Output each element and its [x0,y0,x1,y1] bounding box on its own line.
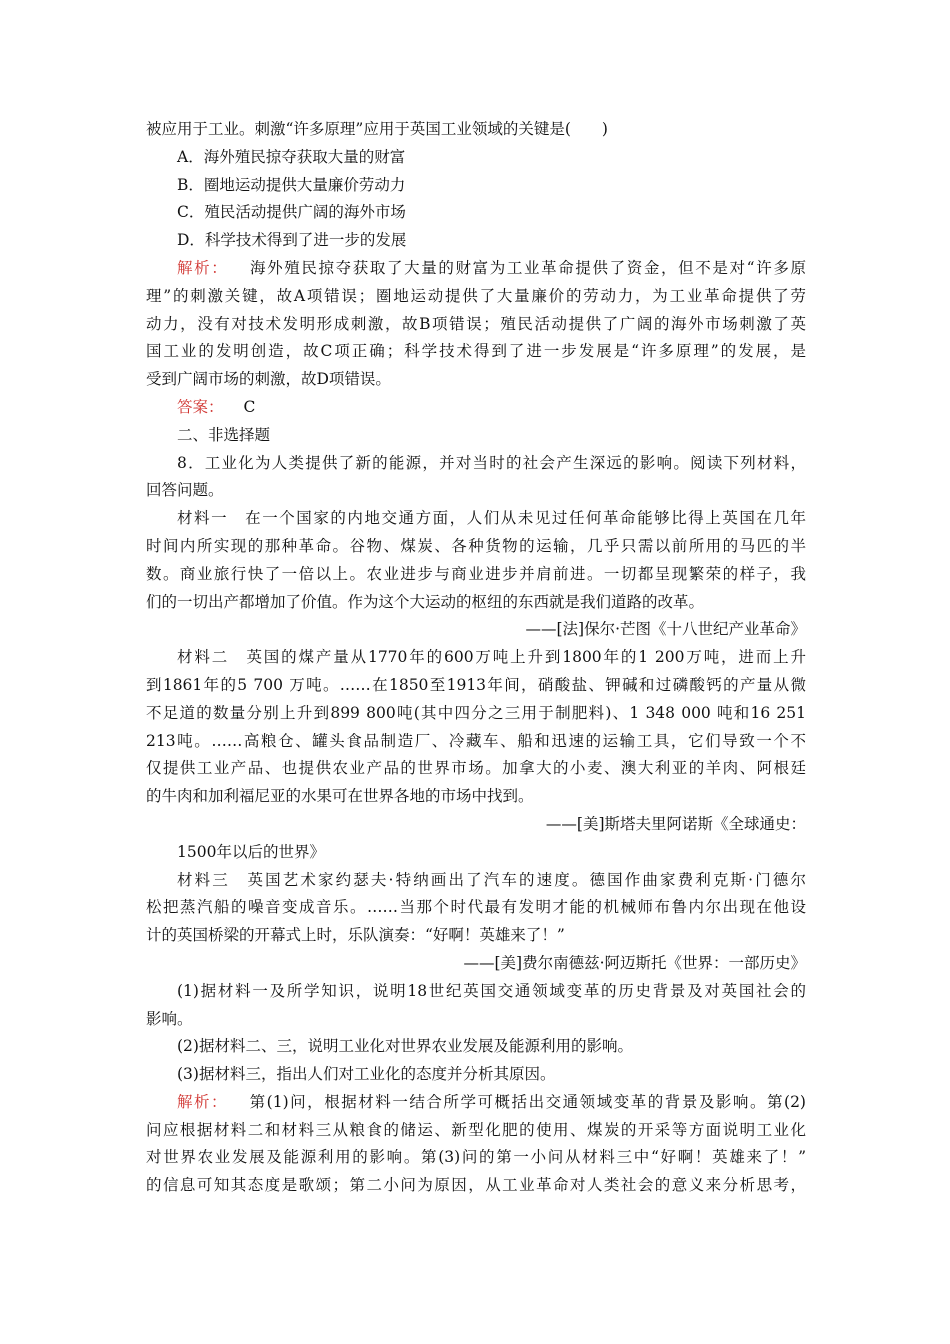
material-3-line-1: 材料三 英国艺术家约瑟夫·特纳画出了汽车的速度。德国作曲家费利克斯·门德尔 [177,870,806,889]
q8-analysis-line-2: 问应根据材料二和材料三从粮食的储运、新型化肥的使用、煤炭的开采等方面说明工业化 [146,1120,806,1139]
material-1-source: ——[法]保尔·芒图《十八世纪产业革命》 [525,620,806,639]
q8-analysis-line-1: 解析： 第(1)问，根据材料一结合所学可概括出交通领域变革的背景及影响。第(2) [177,1092,806,1111]
material-2-line-2: 到1861年的5 700 万吨。……在1850至1913年间，硝酸盐、钾碱和过磷酸钙的产量从微 [146,675,806,694]
sub-question-2: (2)据材料二、三，说明工业化对世界农业发展及能源利用的影响。 [177,1037,633,1056]
sub-question-1-line-2: 影响。 [146,1009,193,1028]
sub-question-1-line-1: (1)据材料一及所学知识，说明18世纪英国交通领域变革的历史背景及对英国社会的 [177,981,806,1000]
material-2-source: ——[美]斯塔夫里阿诺斯《全球通史： [545,814,806,833]
analysis-label: 解析： [177,1092,229,1111]
material-2-line-4: 213吨。……高粮仓、罐头食品制造厂、冷藏车、船和迅速的运输工具，它们导致一个不 [146,731,806,750]
option-c: C．殖民活动提供广阔的海外市场 [177,203,406,222]
material-1-line-4: 们的一切出产都增加了价值。作为这个大运动的枢纽的东西就是我们道路的改革。 [146,592,705,611]
material-2-line-3: 不足道的数量分别上升到899 800吨(其中四分之三用于制肥料)、1 348 000 吨和16 251 [146,703,806,722]
material-2-source-cont: 1500年以后的世界》 [177,842,325,861]
material-2-line-5: 仅提供工业产品、也提供农业产品的世界市场。加拿大的小麦、澳大利亚的羊肉、阿根廷 [146,759,806,778]
material-3-line-3: 计的英国桥梁的开幕式上时，乐队演奏：“好啊！英雄来了！” [146,926,565,945]
question-8-stem-line-2: 回答问题。 [146,481,224,500]
option-a: A．海外殖民掠夺获取大量的财富 [177,147,406,166]
question-7-stem: 被应用于工业。刺激“许多原理”应用于英国工业领域的关键是( ) [146,120,608,138]
q7-analysis-line-1: 解析： 海外殖民掠夺获取了大量的财富为工业革命提供了资金，但不是对“许多原 [177,258,806,277]
document-page [146,116,806,1200]
q7-analysis-line-2: 理”的刺激关键，故A项错误；圈地运动提供了大量廉价的劳动力，为工业革命提供了劳 [146,286,806,305]
answer-value: C [243,397,256,416]
q8-analysis-line-4: 的信息可知其态度是歌颂；第二小问为原因，从工业革命对人类社会的意义来分析思考， [146,1176,806,1195]
material-2-line-1: 材料二 英国的煤产量从1770年的600万吨上升到1800年的1 200万吨，进而上升 [177,648,806,667]
q7-answer [146,394,806,422]
material-2-line-6: 的牛肉和加利福尼亚的水果可在世界各地的市场中找到。 [146,787,534,806]
material-3-line-2: 松把蒸汽船的噪音变成音乐。……当那个时代最有发明才能的机械师布鲁内尔出现在他设 [146,898,806,917]
q7-analysis-line-5: 受到广阔市场的刺激，故D项错误。 [146,370,391,389]
material-3-source: ——[美]费尔南德兹·阿迈斯托《世界：一部历史》 [463,953,806,972]
section-title: 二、非选择题 [177,425,271,444]
option-d: D．科学技术得到了进一步的发展 [177,231,407,250]
option-b: B．圈地运动提供大量廉价劳动力 [177,175,406,194]
answer-label: 答案： [177,397,224,416]
q8-analysis-line-3: 对世界农业发展及能源利用的影响。第(3)问的第一小问从材料三中“好啊！英雄来了！” [146,1148,806,1167]
material-1-line-1: 材料一 在一个国家的内地交通方面，人们从未见过任何革命能够比得上英国在几年 [177,509,806,528]
sub-question-3: (3)据材料三，指出人们对工业化的态度并分析其原因。 [177,1065,556,1084]
analysis-label: 解析： [177,258,229,277]
question-8-stem-line-1: 8．工业化为人类提供了新的能源，并对当时的社会产生深远的影响。阅读下列材料， [177,453,806,472]
q7-analysis-line-4: 国工业的发明创造，故C项正确；科学技术得到了进一步发展是“许多原理”的发展，是 [146,342,806,361]
material-1-line-3: 数。商业旅行快了一倍以上。农业进步与商业进步并肩前进。一切都呈现繁荣的样子，我 [146,564,806,583]
q7-analysis-line-3: 动力，没有对技术发明形成刺激，故B项错误；殖民活动提供了广阔的海外市场刺激了英 [146,314,806,333]
material-1-line-2: 时间内所实现的那种革命。谷物、煤炭、各种货物的运输，几乎只需以前所用的马匹的半 [146,536,806,555]
